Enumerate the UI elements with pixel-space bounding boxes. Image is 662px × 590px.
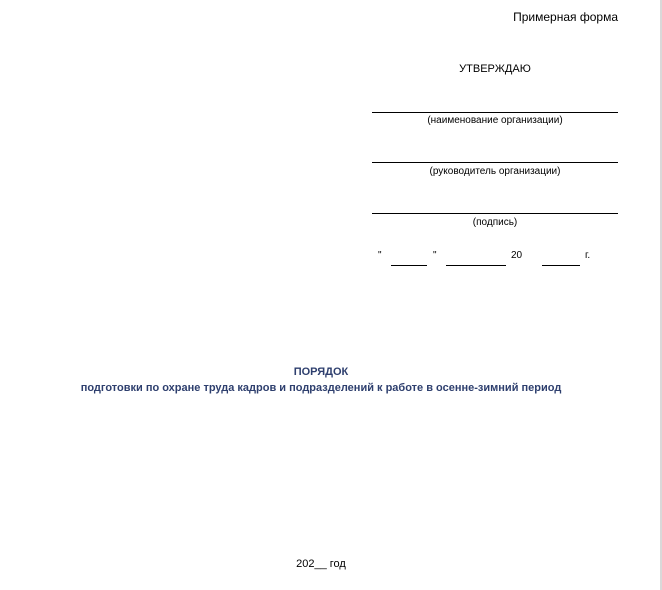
date-open-quote: " — [378, 250, 382, 261]
date-century: 20 — [511, 250, 523, 261]
date-close-quote: " — [433, 250, 437, 261]
document-subtitle: подготовки по охране труда кадров и подразделений к работе в осенне-зимний период — [80, 382, 562, 394]
year-blank — [542, 265, 580, 266]
organization-name-line — [372, 112, 618, 113]
signature-line — [372, 213, 618, 214]
form-type-label: Примерная форма — [513, 10, 618, 24]
document-title: ПОРЯДОК — [293, 366, 349, 378]
organization-name-caption: (наименование организации) — [427, 115, 563, 126]
document-year: 202__ год — [296, 558, 346, 570]
date-year-suffix: г. — [585, 250, 591, 261]
signature-caption: (подпись) — [472, 217, 518, 228]
organization-head-caption: (руководитель организации) — [429, 166, 561, 177]
approval-heading: УТВЕРЖДАЮ — [459, 63, 531, 75]
organization-head-line — [372, 162, 618, 163]
approval-date-row — [372, 250, 618, 270]
day-blank — [391, 265, 427, 266]
month-blank — [446, 265, 506, 266]
